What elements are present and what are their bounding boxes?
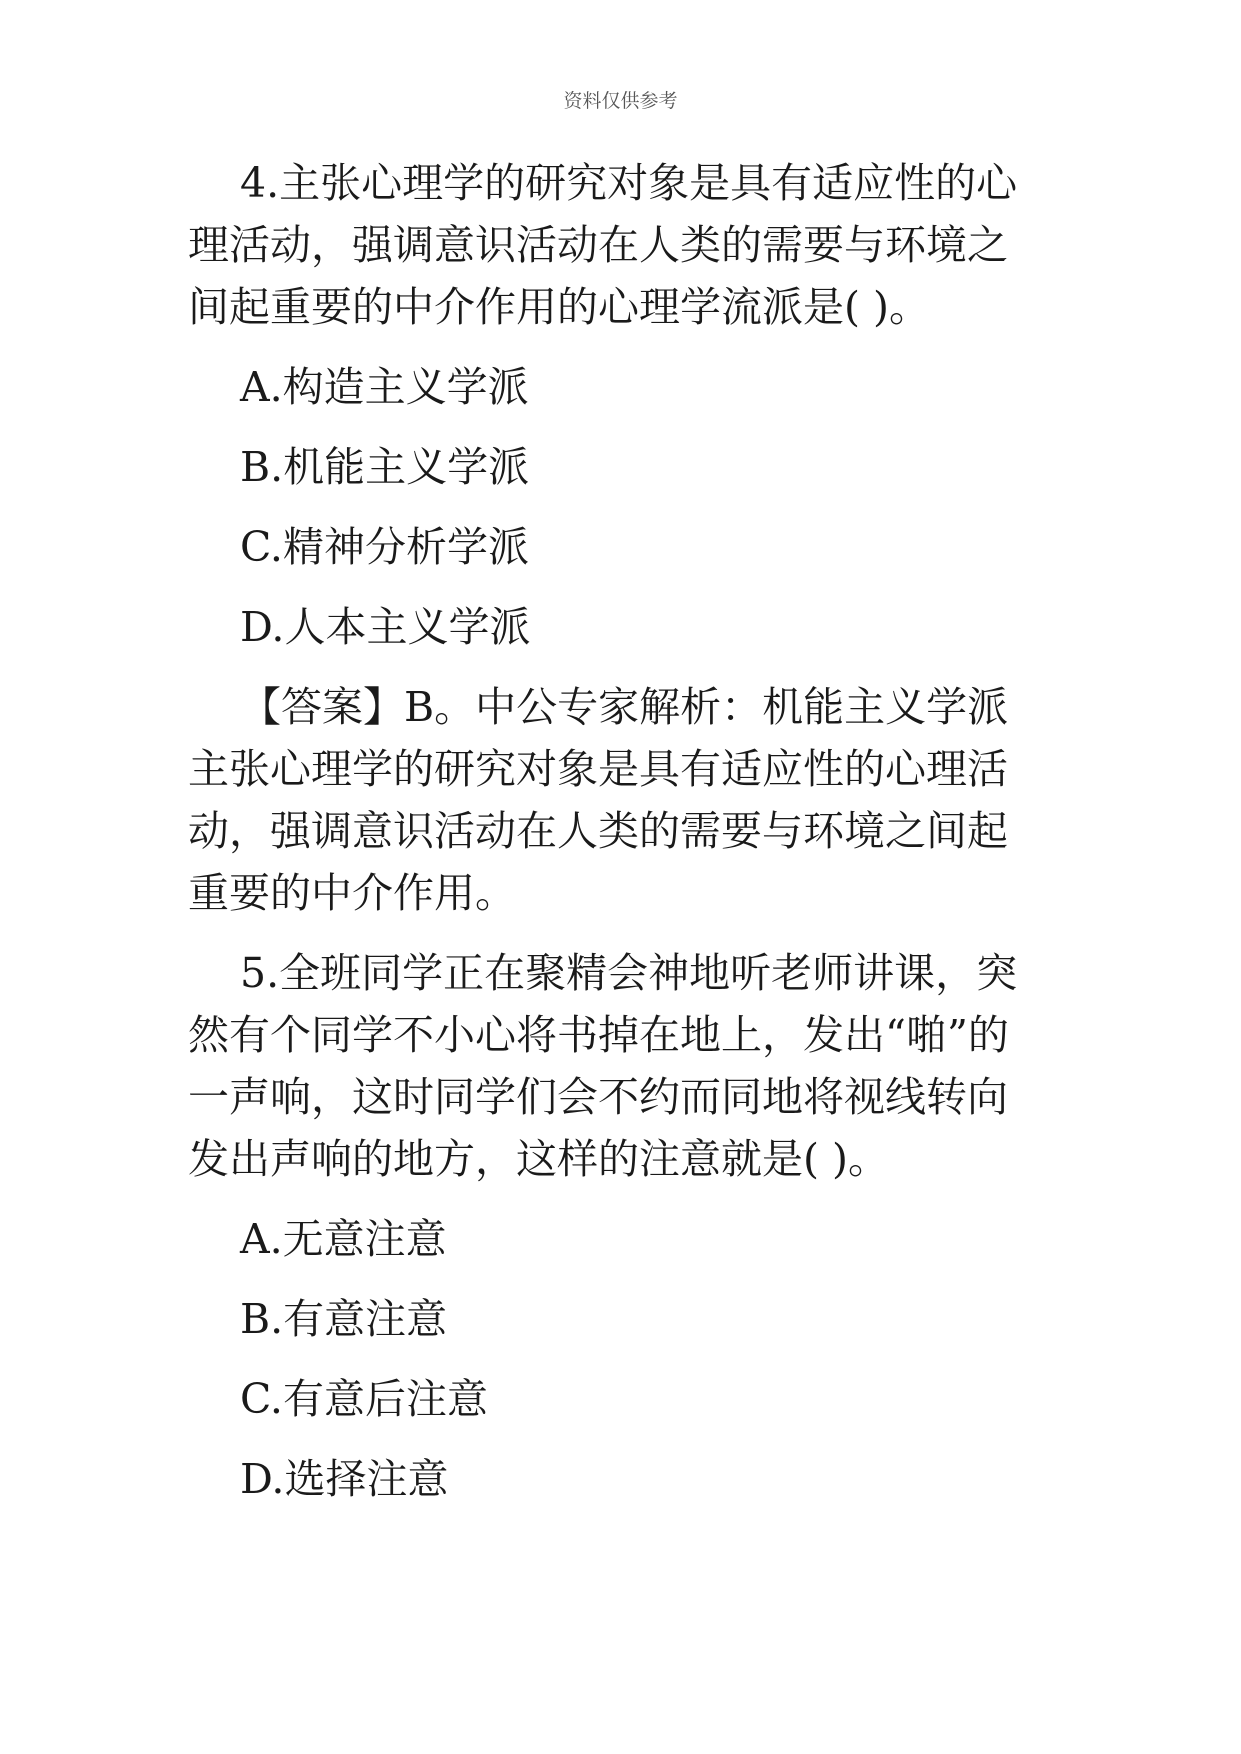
question-5-option-a: A.无意注意 bbox=[240, 1215, 447, 1263]
question-4-option-d: D.人本主义学派 bbox=[240, 603, 531, 651]
question-4-answer: 【答案】B。中公专家解析：机能主义学派主张心理学的研究对象是具有适应性的心理活动，强调意识活动在人类的需要与环境之间起重要的中介作用。 bbox=[188, 683, 1009, 917]
question-4-stem: 4.主张心理学的研究对象是具有适应性的心理活动，强调意识活动在人类的需要与环境之间起重要的中介作用的心理学流派是( )。 bbox=[188, 159, 1018, 331]
question-4-option-a: A.构造主义学派 bbox=[240, 363, 529, 411]
question-4-option-c: C.精神分析学派 bbox=[240, 523, 529, 571]
question-5-option-d: D.选择注意 bbox=[240, 1455, 449, 1503]
question-5-option-c: C.有意后注意 bbox=[240, 1375, 488, 1423]
page-header: 资料仅供参考 bbox=[563, 90, 678, 112]
question-4-option-b: B.机能主义学派 bbox=[240, 443, 530, 491]
question-5-option-b: B.有意注意 bbox=[240, 1295, 448, 1343]
question-5-stem: 5.全班同学正在聚精会神地听老师讲课，突然有个同学不小心将书掉在地上，发出“啪”的一声响，这时同学们会不约而同地将视线转向发出声响的地方，这样的注意就是( )。 bbox=[188, 949, 1018, 1183]
document-body bbox=[188, 152, 1048, 1528]
